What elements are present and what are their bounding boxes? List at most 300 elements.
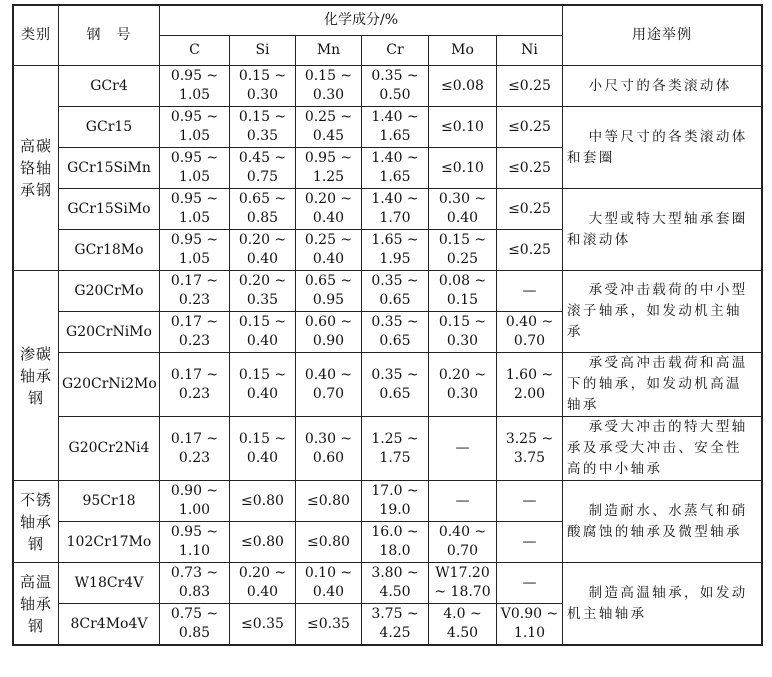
composition-value: 3.75 xyxy=(513,449,546,466)
composition-value: 0.83 xyxy=(178,584,211,600)
composition-value: 0.15 ~ xyxy=(304,68,353,84)
composition-value: 1.10 xyxy=(513,625,546,641)
composition-value: 0.90 ~ xyxy=(170,483,219,499)
category-label-line: 轴承 xyxy=(19,594,52,613)
composition-value: 0.40 ~ xyxy=(505,314,554,330)
composition-value: 0.40 xyxy=(246,385,279,402)
composition-value: ≤0.80 xyxy=(241,492,284,509)
usage-cell xyxy=(563,189,762,271)
composition-si-cell xyxy=(230,563,296,604)
composition-cr-cell xyxy=(362,312,429,353)
table-row xyxy=(14,417,762,481)
composition-value: 1.05 xyxy=(178,169,211,185)
steel-grade-cell xyxy=(59,522,160,563)
composition-value: 1.40 ~ xyxy=(371,109,419,125)
composition-value: 0.23 xyxy=(178,292,211,308)
composition-si-cell xyxy=(230,353,296,417)
composition-value: 0.17 ~ xyxy=(170,366,219,383)
composition-value: 0.65 ~ xyxy=(238,191,287,207)
composition-si-cell xyxy=(230,66,296,107)
composition-value: 0.23 xyxy=(178,385,211,402)
composition-cr-cell xyxy=(362,563,429,604)
composition-value: 4.50 xyxy=(379,584,411,600)
composition-value: 1.05 xyxy=(178,87,211,103)
composition-ni-cell xyxy=(497,563,563,604)
composition-ni-cell xyxy=(497,417,563,481)
composition-si-cell xyxy=(230,230,296,271)
composition-value: 0.25 xyxy=(446,251,479,267)
steel-grade-cell xyxy=(59,353,160,417)
header-element-si xyxy=(230,36,296,66)
composition-value: 17.0 ~ xyxy=(371,483,419,499)
steel-grade-cell xyxy=(59,66,160,107)
composition-ni-cell xyxy=(497,481,563,522)
composition-value: 0.23 xyxy=(178,333,211,349)
composition-cr-cell xyxy=(362,107,429,148)
composition-value: 0.08 ~ xyxy=(438,273,487,289)
steel-grade: G20CrMo xyxy=(74,282,144,299)
usage-text-line: 酸腐蚀的轴承及微型轴承 xyxy=(567,523,742,540)
composition-c-cell xyxy=(160,353,230,417)
composition-si-cell xyxy=(230,481,296,522)
composition-cr-cell xyxy=(362,148,429,189)
header-row-1 xyxy=(14,6,762,36)
composition-value: 16.0 ~ xyxy=(371,524,419,540)
composition-value: 0.95 xyxy=(312,292,345,308)
header-category xyxy=(14,6,59,66)
usage-text-line: 机主轴轴承 xyxy=(567,605,647,622)
composition-value: 0.50 xyxy=(379,87,411,103)
category-label-line: 承钢 xyxy=(19,181,52,199)
table-row xyxy=(14,481,762,522)
composition-value: 0.45 xyxy=(312,128,345,144)
usage-cell xyxy=(563,481,762,563)
composition-value: 0.95 ~ xyxy=(304,150,353,166)
bearing-steel-document xyxy=(13,5,762,645)
composition-value: 0.45 ~ xyxy=(238,150,287,166)
composition-value: 0.65 xyxy=(379,385,411,402)
composition-value: 0.40 xyxy=(246,333,279,349)
composition-value: 0.17 ~ xyxy=(170,314,219,330)
composition-value: 0.65 ~ xyxy=(304,273,353,289)
composition-mn-cell xyxy=(296,312,362,353)
composition-mo-cell xyxy=(429,522,497,563)
composition-value: ≤0.25 xyxy=(508,159,551,176)
composition-mn-cell xyxy=(296,604,362,645)
composition-value: 1.25 ~ xyxy=(371,430,419,447)
composition-value: — xyxy=(522,574,537,591)
steel-grade-cell xyxy=(59,230,160,271)
composition-value: 0.75 ~ xyxy=(170,606,219,622)
composition-value: 0.60 xyxy=(312,449,345,466)
steel-grade-cell xyxy=(59,189,160,230)
header-element-label: C xyxy=(189,42,200,58)
composition-value: ≤0.80 xyxy=(307,492,350,509)
composition-value: V0.90 ~ xyxy=(500,606,559,622)
composition-value: 0.60 ~ xyxy=(304,314,353,330)
composition-value: — xyxy=(522,282,537,299)
steel-grade-cell xyxy=(59,312,160,353)
composition-value: — xyxy=(522,533,537,550)
composition-value: 3.25 ~ xyxy=(505,430,554,447)
header-element-label: Mo xyxy=(451,42,474,58)
composition-value: W17.20 xyxy=(435,565,490,581)
composition-cr-cell xyxy=(362,353,429,417)
composition-cr-cell xyxy=(362,230,429,271)
composition-value: 0.30 xyxy=(312,87,345,103)
composition-value: — xyxy=(455,492,470,509)
composition-mn-cell xyxy=(296,271,362,312)
composition-value: 0.95 ~ xyxy=(170,150,219,166)
usage-text-line: 中等尺寸的各类滚动体 xyxy=(588,128,748,145)
header-usage-label: 用途举例 xyxy=(632,27,693,43)
composition-c-cell xyxy=(160,563,230,604)
composition-ni-cell xyxy=(497,66,563,107)
composition-value: 0.17 ~ xyxy=(170,273,219,289)
header-element-label: Cr xyxy=(386,42,404,58)
composition-mn-cell xyxy=(296,417,362,481)
category-label-line: 渗碳 xyxy=(19,344,52,363)
composition-value: 0.95 ~ xyxy=(170,524,219,540)
steel-grade-cell xyxy=(59,417,160,481)
composition-si-cell xyxy=(230,189,296,230)
composition-value: 0.40 xyxy=(246,449,279,466)
usage-text-line: 承及承受大冲击、安全性 xyxy=(567,440,742,456)
composition-value: ≤0.35 xyxy=(307,615,350,632)
usage-text-line: 轴承 xyxy=(567,397,599,413)
steel-grade: GCr15 xyxy=(85,118,133,135)
composition-cr-cell xyxy=(362,271,429,312)
composition-value: ≤0.80 xyxy=(307,533,350,550)
usage-text-line: 滚子轴承，如发动机主轴 xyxy=(567,303,742,319)
composition-mo-cell xyxy=(429,189,497,230)
composition-value: 3.80 ~ xyxy=(371,565,419,581)
composition-c-cell xyxy=(160,107,230,148)
usage-cell xyxy=(563,66,762,107)
composition-ni-cell xyxy=(497,107,563,148)
header-element-c xyxy=(160,36,230,66)
composition-value: 1.70 xyxy=(379,210,411,226)
composition-value: 0.15 ~ xyxy=(238,430,287,447)
composition-value: 4.25 xyxy=(379,625,411,641)
composition-c-cell xyxy=(160,189,230,230)
composition-ni-cell xyxy=(497,189,563,230)
steel-grade: 95Cr18 xyxy=(82,492,136,509)
composition-mn-cell xyxy=(296,481,362,522)
usage-text-line: 制造高温轴承，如发动 xyxy=(588,584,748,601)
steel-grade-cell xyxy=(59,271,160,312)
composition-mo-cell xyxy=(429,230,497,271)
steel-grade: G20Cr2Ni4 xyxy=(68,440,150,456)
composition-mn-cell xyxy=(296,563,362,604)
composition-si-cell xyxy=(230,417,296,481)
composition-si-cell xyxy=(230,148,296,189)
composition-cr-cell xyxy=(362,604,429,645)
composition-value: 0.40 xyxy=(246,584,279,600)
composition-value: 0.85 xyxy=(178,625,211,641)
steel-grade: W18Cr4V xyxy=(74,574,144,591)
composition-mo-cell xyxy=(429,353,497,417)
header-element-label: Si xyxy=(255,42,270,58)
composition-value: 0.20 ~ xyxy=(304,191,353,207)
steel-grade: G20CrNiMo xyxy=(66,323,152,340)
category-label-line: 铬轴 xyxy=(19,159,52,177)
composition-cr-cell xyxy=(362,481,429,522)
composition-ni-cell xyxy=(497,148,563,189)
category-label-line: 轴承 xyxy=(19,512,52,531)
table-body xyxy=(14,66,762,645)
composition-value: 1.65 ~ xyxy=(371,232,419,248)
composition-value: 0.20 ~ xyxy=(238,273,287,289)
composition-value: 0.40 xyxy=(246,251,279,267)
composition-value: 0.25 ~ xyxy=(304,232,353,248)
composition-mo-cell xyxy=(429,148,497,189)
usage-text-line: 承受冲击载荷的中小型 xyxy=(588,282,748,298)
usage-text-line: 大型或特大型轴承套圈 xyxy=(588,210,748,227)
composition-ni-cell xyxy=(497,604,563,645)
composition-si-cell xyxy=(230,604,296,645)
usage-text-line: 承受大冲击的特大型轴 xyxy=(588,419,748,435)
composition-value: ≤0.80 xyxy=(241,533,284,550)
composition-value: ≤0.25 xyxy=(508,118,551,135)
composition-c-cell xyxy=(160,148,230,189)
composition-value: 0.15 ~ xyxy=(238,68,287,84)
composition-mo-cell xyxy=(429,271,497,312)
composition-mo-cell xyxy=(429,312,497,353)
steel-grade-cell xyxy=(59,481,160,522)
composition-value: 0.35 ~ xyxy=(371,68,419,84)
composition-value: 0.30 ~ xyxy=(438,191,487,207)
composition-ni-cell xyxy=(497,271,563,312)
category-cell xyxy=(14,563,59,645)
composition-value: 0.15 ~ xyxy=(238,366,287,383)
composition-value: 3.75 ~ xyxy=(371,606,419,622)
composition-ni-cell xyxy=(497,353,563,417)
composition-mn-cell xyxy=(296,107,362,148)
header-composition-label: 化学成分/% xyxy=(324,12,399,28)
composition-value: 0.15 xyxy=(446,292,479,308)
usage-cell xyxy=(563,271,762,353)
composition-mn-cell xyxy=(296,522,362,563)
composition-value: 1.75 xyxy=(379,449,411,466)
composition-value: 0.95 ~ xyxy=(170,68,219,84)
table-row xyxy=(14,563,762,604)
category-label-line: 钢 xyxy=(27,616,44,635)
category-cell xyxy=(14,271,59,481)
composition-value: 0.90 xyxy=(312,333,345,349)
composition-value: 0.30 ~ xyxy=(304,430,353,447)
steel-grade-cell xyxy=(59,107,160,148)
usage-text-line: 下的轴承，如发动机高温 xyxy=(567,376,742,392)
composition-mn-cell xyxy=(296,66,362,107)
composition-value: 0.95 ~ xyxy=(170,232,219,248)
composition-value: ≤0.10 xyxy=(441,159,484,176)
composition-value: 0.65 xyxy=(379,292,411,308)
composition-value: 0.70 xyxy=(446,543,479,559)
composition-value: 1.65 xyxy=(379,169,411,185)
header-category-label: 类别 xyxy=(21,27,51,43)
usage-text-line: 承受高冲击载荷和高温 xyxy=(588,355,748,371)
composition-value: 1.95 xyxy=(379,251,411,267)
composition-value: 1.00 xyxy=(178,502,211,518)
composition-si-cell xyxy=(230,522,296,563)
composition-c-cell xyxy=(160,481,230,522)
header-composition xyxy=(160,6,563,36)
composition-value: 0.40 xyxy=(312,584,345,600)
composition-value: — xyxy=(522,492,537,509)
composition-value: 4.50 xyxy=(446,625,479,641)
composition-value: 1.05 xyxy=(178,251,211,267)
composition-value: ≤0.08 xyxy=(441,77,484,94)
composition-value: 0.75 xyxy=(246,169,279,185)
steel-grade: GCr18Mo xyxy=(74,241,144,258)
table-row xyxy=(14,189,762,230)
composition-c-cell xyxy=(160,522,230,563)
composition-mo-cell xyxy=(429,66,497,107)
composition-cr-cell xyxy=(362,417,429,481)
composition-mo-cell xyxy=(429,107,497,148)
composition-cr-cell xyxy=(362,66,429,107)
usage-text-line: 和套圈 xyxy=(567,149,615,166)
header-element-cr xyxy=(362,36,429,66)
composition-value: 0.40 xyxy=(312,251,345,267)
composition-value: 0.15 ~ xyxy=(238,314,287,330)
category-label-line: 不锈 xyxy=(19,490,52,509)
composition-value: 0.20 ~ xyxy=(238,232,287,248)
composition-c-cell xyxy=(160,271,230,312)
composition-value: — xyxy=(455,440,470,456)
composition-value: ≤0.25 xyxy=(508,77,551,94)
steel-grade-cell xyxy=(59,148,160,189)
composition-value: 0.40 xyxy=(446,210,479,226)
composition-value: 0.35 xyxy=(246,292,279,308)
usage-cell xyxy=(563,353,762,417)
composition-value: 2.00 xyxy=(513,385,546,402)
composition-value: 1.05 xyxy=(178,128,211,144)
steel-grade-cell xyxy=(59,604,160,645)
usage-text-line: 制造耐水、水蒸气和硝 xyxy=(588,502,748,519)
composition-value: 1.40 ~ xyxy=(371,150,419,166)
category-label-line: 钢 xyxy=(27,534,44,553)
composition-value: 19.0 xyxy=(379,502,411,518)
table-row xyxy=(14,353,762,417)
steel-grade: G20CrNi2Mo xyxy=(62,376,157,392)
composition-value: 0.20 ~ xyxy=(238,565,287,581)
usage-text-line: 小尺寸的各类滚动体 xyxy=(588,77,732,94)
table-row xyxy=(14,66,762,107)
steel-grade: GCr15SiMo xyxy=(67,200,151,217)
composition-ni-cell xyxy=(497,230,563,271)
composition-c-cell xyxy=(160,417,230,481)
composition-si-cell xyxy=(230,107,296,148)
category-label-line: 高温 xyxy=(19,572,52,591)
usage-text-line: 和滚动体 xyxy=(567,231,631,248)
header-element-label: Mn xyxy=(316,42,341,58)
composition-value: ≤0.10 xyxy=(441,118,484,135)
category-label-line: 钢 xyxy=(27,388,44,407)
category-cell xyxy=(14,481,59,563)
composition-mo-cell xyxy=(429,563,497,604)
composition-value: ≤0.35 xyxy=(241,615,284,632)
composition-value: 0.85 xyxy=(246,210,279,226)
composition-value: 1.10 xyxy=(178,543,211,559)
category-label-line: 高碳 xyxy=(19,137,52,155)
composition-si-cell xyxy=(230,271,296,312)
composition-c-cell xyxy=(160,604,230,645)
composition-value: 0.10 ~ xyxy=(304,565,353,581)
usage-cell xyxy=(563,563,762,645)
header-steel-no xyxy=(59,6,160,66)
composition-mo-cell xyxy=(429,604,497,645)
composition-value: 0.25 ~ xyxy=(304,109,353,125)
composition-value: 0.35 ~ xyxy=(371,314,419,330)
composition-value: 0.65 xyxy=(379,333,411,349)
usage-cell xyxy=(563,107,762,189)
composition-value: 0.70 xyxy=(312,385,345,402)
header-steel-no-label: 钢 号 xyxy=(86,27,132,43)
composition-value: 1.25 xyxy=(312,169,345,185)
composition-mo-cell xyxy=(429,417,497,481)
composition-c-cell xyxy=(160,312,230,353)
steel-grade: GCr4 xyxy=(90,77,128,94)
composition-c-cell xyxy=(160,66,230,107)
header-usage xyxy=(563,6,762,66)
composition-value: 18.0 xyxy=(379,543,411,559)
composition-value: ≤0.25 xyxy=(508,241,551,258)
composition-cr-cell xyxy=(362,189,429,230)
composition-value: 1.65 xyxy=(379,128,411,144)
composition-value: ≤0.25 xyxy=(508,200,551,217)
category-cell xyxy=(14,66,59,271)
composition-value: 0.23 xyxy=(178,449,211,466)
composition-mn-cell xyxy=(296,230,362,271)
composition-mn-cell xyxy=(296,189,362,230)
composition-value: 0.30 xyxy=(246,87,279,103)
composition-mn-cell xyxy=(296,148,362,189)
composition-value: 0.40 xyxy=(312,210,345,226)
composition-value: 1.05 xyxy=(178,210,211,226)
category-label-line: 轴承 xyxy=(19,366,52,385)
header-element-mo xyxy=(429,36,497,66)
composition-value: 0.15 ~ xyxy=(238,109,287,125)
composition-value: ~ 18.70 xyxy=(434,584,491,600)
table-row xyxy=(14,107,762,148)
composition-ni-cell xyxy=(497,312,563,353)
composition-mo-cell xyxy=(429,481,497,522)
composition-value: 0.40 ~ xyxy=(304,366,353,383)
composition-value: 0.95 ~ xyxy=(170,191,219,207)
composition-value: 0.73 ~ xyxy=(170,565,219,581)
usage-cell xyxy=(563,417,762,481)
composition-value: 0.20 ~ xyxy=(438,366,487,383)
composition-value: 0.70 xyxy=(513,333,546,349)
composition-value: 1.60 ~ xyxy=(505,366,554,383)
composition-value: 0.40 ~ xyxy=(438,524,487,540)
composition-value: 4.0 ~ xyxy=(443,606,482,622)
usage-text-line: 承 xyxy=(567,324,583,340)
composition-c-cell xyxy=(160,230,230,271)
composition-value: 0.35 xyxy=(246,128,279,144)
header-element-label: Ni xyxy=(521,42,538,58)
composition-value: 1.40 ~ xyxy=(371,191,419,207)
composition-value: 0.30 xyxy=(446,333,479,349)
steel-grade: GCr15SiMn xyxy=(67,159,151,176)
composition-cr-cell xyxy=(362,522,429,563)
steel-grade-cell xyxy=(59,563,160,604)
steel-grade: 8Cr4Mo4V xyxy=(70,615,148,632)
composition-value: 0.95 ~ xyxy=(170,109,219,125)
composition-value: 0.15 ~ xyxy=(438,232,487,248)
